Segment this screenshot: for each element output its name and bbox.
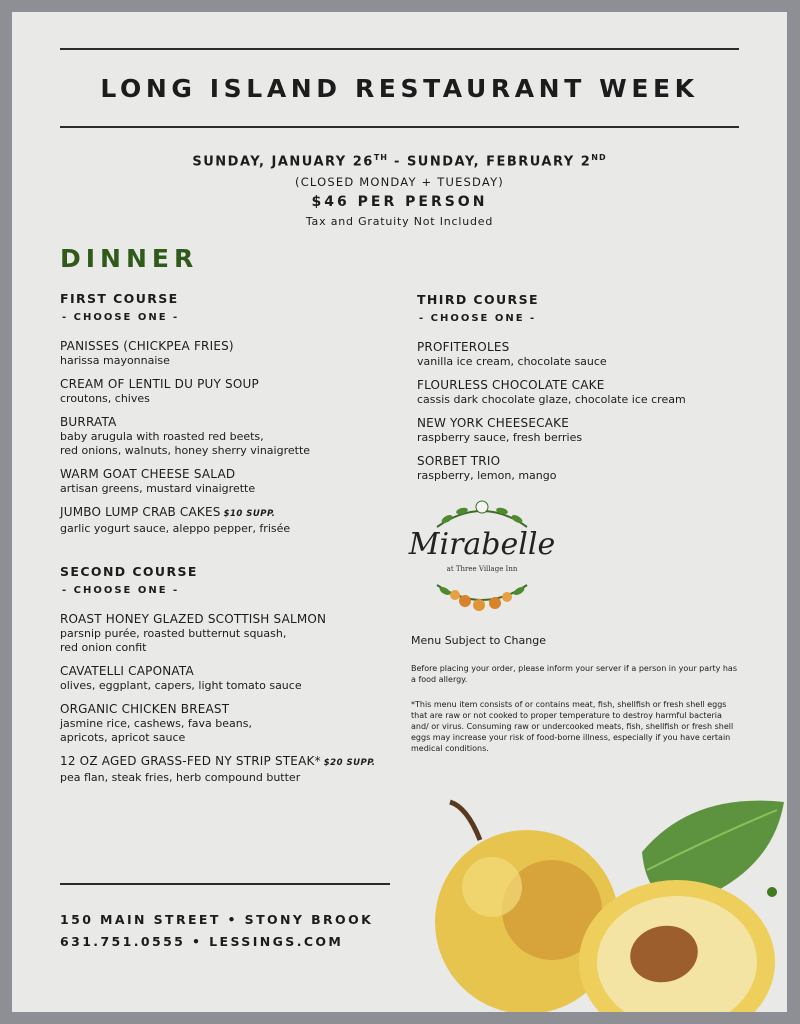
menu-item-name-text: ROAST HONEY GLAZED SCOTTISH SALMON [60, 612, 327, 626]
menu-item-description: raspberry, lemon, mango [417, 469, 557, 482]
menu-item-name [417, 340, 757, 355]
contact-info: 631.751.0555 • LESSINGS.COM [60, 934, 344, 949]
menu-item [417, 454, 757, 483]
top-rule [60, 48, 739, 50]
second-course-choose: - CHOOSE ONE - [62, 585, 180, 596]
menu-item-name-text: WARM GOAT CHEESE SALAD [60, 467, 236, 481]
menu-item-name-text: FLOURLESS CHOCOLATE CAKE [417, 378, 605, 392]
menu-item-name-text: 12 OZ AGED GRASS-FED NY STRIP STEAK* [60, 754, 321, 768]
menu-item-name-text: PANISSES (CHICKPEA FRIES) [60, 339, 234, 353]
menu-item-name-text: NEW YORK CHEESECAKE [417, 416, 569, 430]
page-title: LONG ISLAND RESTAURANT WEEK [100, 74, 699, 103]
closed-days: (CLOSED MONDAY + TUESDAY) [295, 175, 504, 189]
menu-item [417, 416, 757, 445]
menu-item-name [60, 702, 400, 717]
dinner-heading: DINNER [60, 244, 199, 273]
menu-item-name-text: PROFITEROLES [417, 340, 510, 354]
menu-item-name-text: BURRATA [60, 415, 117, 429]
menu-item-name-text: CREAM OF LENTIL DU PUY SOUP [60, 377, 259, 391]
third-course-items [417, 340, 757, 483]
logo-name: Mirabelle [408, 527, 556, 562]
menu-page [12, 12, 787, 1012]
menu-item-description: baby arugula with roasted red beets, red onions, walnuts, honey sherry vinaigrette [60, 430, 311, 457]
supplement-price: $10 SUPP. [223, 509, 276, 519]
start-date: SUNDAY, JANUARY 26 [192, 154, 374, 170]
menu-item [60, 505, 400, 536]
menu-item-name-text: CAVATELLI CAPONATA [60, 664, 194, 678]
menu-item-description: garlic yogurt sauce, aleppo pepper, frisée [60, 522, 291, 535]
logo-subtitle: at Three Village Inn [446, 565, 518, 573]
menu-item [60, 415, 400, 458]
menu-item-description: cassis dark chocolate glaze, chocolate ice cream [417, 393, 686, 406]
menu-item-name [417, 416, 757, 431]
street-address: 150 MAIN STREET • STONY BROOK [60, 912, 374, 927]
raw-food-warning: *This menu item consists of or contains meat, fish, shellfish or fresh shell eggs that are raw or not cooked to proper temperature to destroy harmful bacteria and/ or virus. Consuming raw or undercooked meats, fish, shellfish or fresh shell eggs may increase your risk of food-borne illness, especially if you have certain medical conditions. [411, 700, 734, 753]
menu-item-name [60, 339, 400, 354]
menu-item [60, 612, 400, 655]
third-course-section [417, 292, 757, 492]
menu-item-name [60, 612, 400, 627]
menu-item-name [60, 754, 400, 771]
menu-item-name-text: SORBET TRIO [417, 454, 501, 468]
footer-rule [60, 883, 390, 885]
allergy-note: Before placing your order, please inform your server if a person in your party has a food allergy. [411, 664, 737, 684]
end-date-suffix: ND [591, 153, 607, 162]
tax-note: Tax and Gratuity Not Included [305, 215, 494, 228]
menu-subject-note: Menu Subject to Change [411, 634, 546, 647]
menu-item [60, 339, 400, 368]
menu-item-name [60, 415, 400, 430]
menu-item-description: parsnip purée, roasted butternut squash, red onion confit [60, 627, 287, 654]
menu-item [60, 664, 400, 693]
end-date: - SUNDAY, FEBRUARY 2 [388, 154, 592, 170]
menu-item-name [417, 378, 757, 393]
menu-item-name [60, 467, 400, 482]
menu-item-description: harissa mayonnaise [60, 354, 170, 367]
menu-item-description: raspberry sauce, fresh berries [417, 431, 583, 444]
menu-item [60, 467, 400, 496]
first-course-items [60, 339, 400, 536]
mirabelle-logo [407, 497, 557, 617]
event-dates [12, 153, 787, 169]
second-course-title: SECOND COURSE [60, 564, 198, 579]
first-course-choose: - CHOOSE ONE - [62, 312, 180, 323]
menu-item-name-text: JUMBO LUMP CRAB CAKES [60, 505, 221, 519]
plum-illustration-icon [432, 782, 787, 1012]
third-course-title: THIRD COURSE [417, 292, 539, 307]
menu-item-name [60, 664, 400, 679]
menu-item [417, 378, 757, 407]
start-date-suffix: TH [373, 153, 388, 162]
third-course-choose: - CHOOSE ONE - [419, 313, 537, 324]
menu-item-description: croutons, chives [60, 392, 150, 405]
menu-item-description: pea flan, steak fries, herb compound butter [60, 771, 301, 784]
menu-item-name [417, 454, 757, 469]
menu-item-name [60, 505, 400, 522]
menu-item-description: vanilla ice cream, chocolate sauce [417, 355, 607, 368]
first-course-section [60, 291, 400, 545]
second-course-section [60, 564, 400, 794]
menu-item [60, 377, 400, 406]
supplement-price: $20 SUPP. [323, 758, 376, 768]
menu-item [60, 754, 400, 785]
menu-item-name [60, 377, 400, 392]
first-course-title: FIRST COURSE [60, 291, 179, 306]
menu-item-description: jasmine rice, cashews, fava beans, apricots, apricot sauce [60, 717, 252, 744]
second-course-items [60, 612, 400, 785]
menu-item-description: olives, eggplant, capers, light tomato sauce [60, 679, 302, 692]
price-per-person: $46 PER PERSON [311, 194, 488, 210]
menu-item-name-text: ORGANIC CHICKEN BREAST [60, 702, 230, 716]
menu-item-description: artisan greens, mustard vinaigrette [60, 482, 256, 495]
title-underline-rule [60, 126, 739, 128]
menu-item [417, 340, 757, 369]
menu-item [60, 702, 400, 745]
